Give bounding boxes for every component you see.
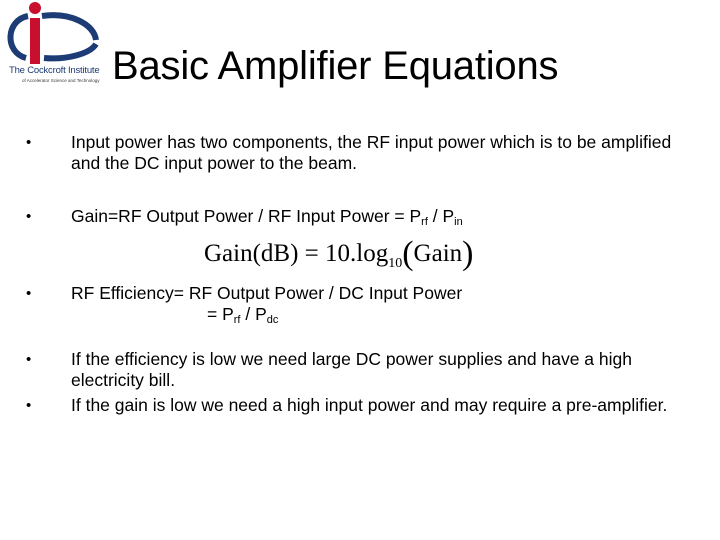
logo-subtitle: of Accelerator Science and Technology (22, 78, 100, 83)
gain-db-formula: Gain(dB) = $10.\log_{10}(Gain)$ (204, 235, 474, 272)
bullet-dot: • (26, 208, 32, 225)
bullet-text: If the gain is low we need a high input power and may require a pre-amplifier. (71, 395, 668, 415)
bullet-text: Gain=RF Output Power / RF Input Power = $P_{rf} / P_{in}$ (71, 206, 463, 228)
bullet-dot: • (26, 351, 32, 368)
bullet-dot: • (26, 285, 32, 302)
slide-title: Basic Amplifier Equations (112, 44, 559, 88)
logo-institute-name: The Cockcroft Institute (9, 65, 100, 76)
bullet-text: RF Efficiency= RF Output Power / DC Input Power = $P_{rf} / P_{dc}$ (71, 283, 463, 326)
bullet-text: If the efficiency is low we need large DC power supplies and have a high electricity bill. (71, 349, 632, 390)
bullet-dot: • (26, 397, 32, 414)
bullet-dot: • (26, 134, 32, 151)
bullet-text: Input power has two components, the RF input power which is to be amplified and the DC input power to the beam. (71, 132, 672, 173)
